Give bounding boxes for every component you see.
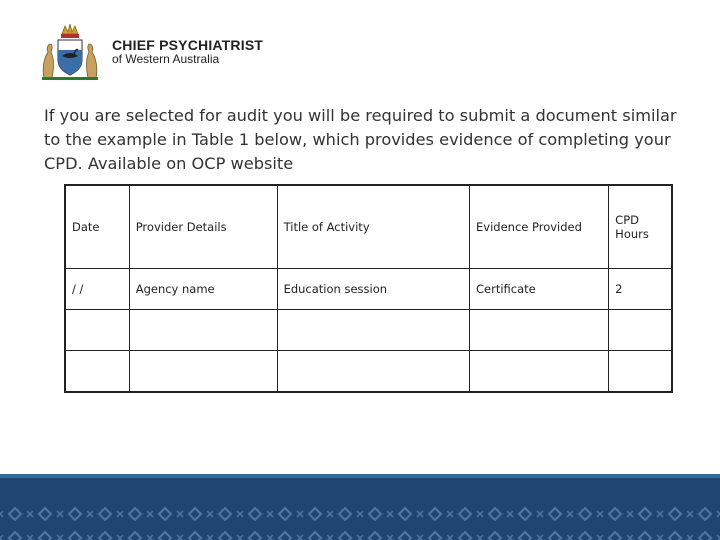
cell-provider: Agency name xyxy=(129,269,277,310)
cell-hours: 2 xyxy=(609,269,672,310)
intro-paragraph: If you are selected for audit you will be required to submit a document similar to the example in Table 1 below, which provides evidence of completing your CPD. Available on OCP website xyxy=(44,106,677,173)
cell-provider xyxy=(129,310,277,351)
cell-evidence xyxy=(470,310,609,351)
wa-coat-of-arms-icon xyxy=(36,22,104,82)
header-cpd-hours: CPD Hours xyxy=(609,185,672,269)
cell-activity xyxy=(277,310,469,351)
org-subtitle: of Western Australia xyxy=(112,52,220,67)
cell-provider xyxy=(129,351,277,393)
table-row xyxy=(65,310,672,351)
table-row xyxy=(65,351,672,393)
header xyxy=(36,22,263,82)
cell-date: / / xyxy=(65,269,129,310)
cell-evidence xyxy=(470,351,609,393)
cell-date xyxy=(65,310,129,351)
footer-band xyxy=(0,478,720,540)
organisation-name xyxy=(112,38,263,65)
cell-activity xyxy=(277,351,469,393)
header-title-of-activity: Title of Activity xyxy=(277,185,469,269)
org-title: CHIEF PSYCHIATRIST xyxy=(112,37,264,54)
header-provider-details: Provider Details xyxy=(129,185,277,269)
table-row xyxy=(65,269,672,310)
cell-hours xyxy=(609,351,672,393)
cell-activity: Education session xyxy=(277,269,469,310)
cell-hours xyxy=(609,310,672,351)
footer-pattern xyxy=(0,478,720,540)
header-date: Date xyxy=(65,185,129,269)
cell-evidence: Certificate xyxy=(470,269,609,310)
cpd-evidence-table xyxy=(64,184,673,393)
cell-date xyxy=(65,351,129,393)
header-evidence-provided: Evidence Provided xyxy=(470,185,609,269)
table-header-row xyxy=(65,185,672,269)
